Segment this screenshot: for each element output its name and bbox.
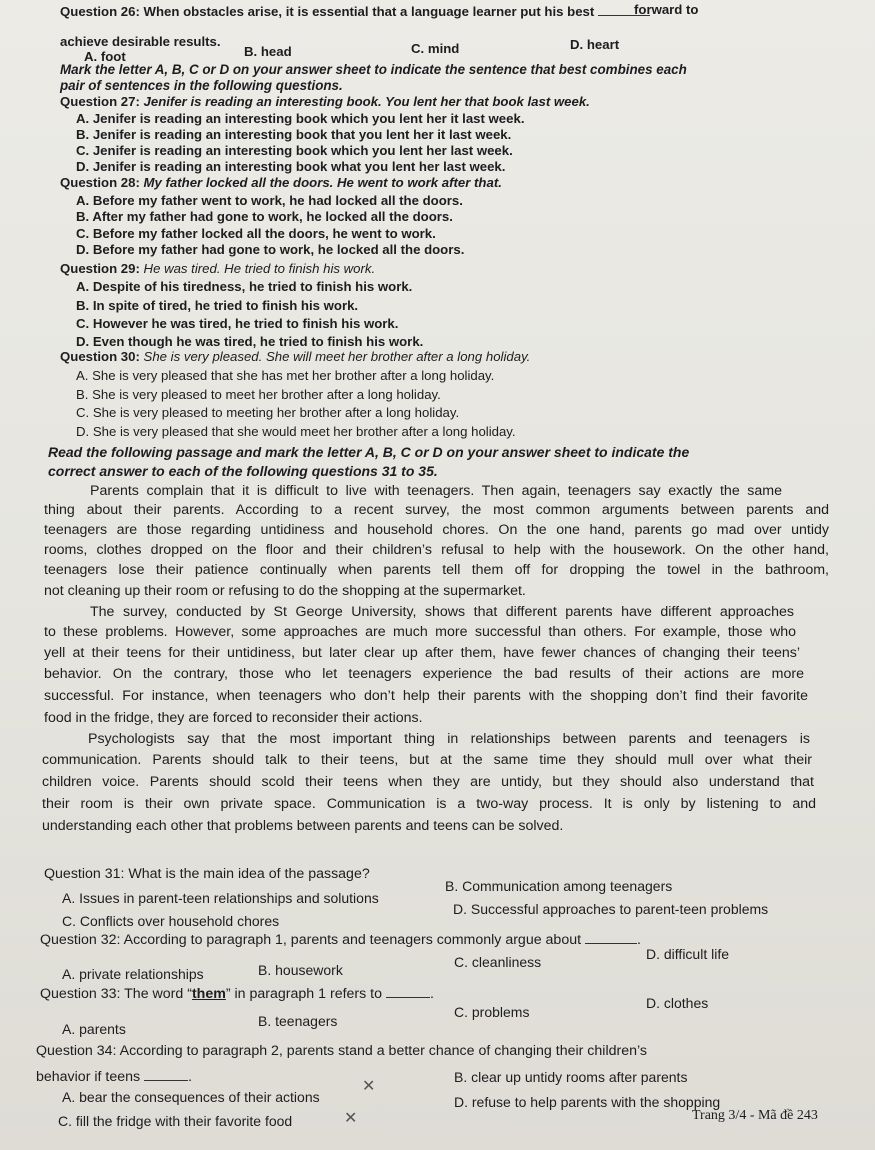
section-instruction-line2: pair of sentences in the following questions. [60, 78, 343, 93]
q26-stem-end: forward to [634, 2, 699, 17]
q32-stem: Question 32: According to paragraph 1, parents and teenagers commonly argue about . [40, 932, 641, 948]
q26-option-d: D. heart [570, 37, 620, 52]
cross-mark-icon: ✕ [362, 1078, 376, 1095]
q28-option-b: B. After my father had gone to work, he locked all the doors. [76, 209, 453, 224]
passage-line: to these problems. However, some approaches are much more successful than others. For example, those who [44, 624, 796, 640]
q29-option-b: B. In spite of tired, he tried to finish his work. [76, 298, 359, 313]
q27-option-b: B. Jenifer is reading an interesting book that you lent her it last week. [76, 127, 512, 142]
answer-blank [386, 986, 430, 998]
q26-stem-text: Question 26: When obstacles arise, it is essential that a language learner put his best [60, 4, 595, 19]
q34-stem2-text: behavior if teens [36, 1069, 141, 1085]
q32-option-a: A. private relationships [62, 966, 204, 982]
page-footer: Trang 3/4 - Mã đề 243 [692, 1108, 818, 1123]
passage-line: successful. For instance, when teenagers who don’t help their parents with the shopping don’t find their favorite [44, 688, 808, 704]
cross-mark-icon: ✕ [344, 1110, 358, 1127]
q34-option-c: C. fill the fridge with their favorite food [58, 1113, 293, 1129]
passage-line: teenagers lose their patience continually when parents tell them off for dropping the towel in the bathroom, [44, 562, 829, 578]
answer-blank [144, 1069, 188, 1081]
q34-stem: Question 34: According to paragraph 2, parents stand a better chance of changing their children’s [36, 1043, 647, 1059]
passage-instruction-line2: correct answer to each of the following questions 31 to 35. [48, 463, 438, 479]
passage-line: thing about their parents. According to a recent survey, the most common arguments between parents and [44, 502, 829, 518]
q31-option-c: C. Conflicts over household chores [62, 913, 280, 929]
q30-stem [60, 349, 530, 365]
q29-option-c: C. However he was tired, he tried to finish his work. [76, 316, 399, 331]
q33-option-a: A. parents [62, 1021, 126, 1037]
q31-stem: Question 31: What is the main idea of the passage? [44, 866, 370, 882]
passage-instruction-line1: Read the following passage and mark the letter A, B, C or D on your answer sheet to indicate the [48, 444, 690, 460]
passage-line: not cleaning up their room or refusing to do the shopping at the supermarket. [44, 583, 526, 599]
q29-option-a: A. Despite of his tiredness, he tried to finish his work. [76, 279, 413, 294]
q29-option-d: D. Even though he was tired, he tried to finish his work. [76, 334, 424, 349]
q29-stem [60, 261, 375, 277]
q34-option-d: D. refuse to help parents with the shopping [454, 1094, 721, 1110]
q28-text: My father locked all the doors. He went to work after that. [143, 175, 502, 190]
q27-stem [60, 94, 590, 110]
q30-option-b: B. She is very pleased to meet her brother after a long holiday. [76, 387, 441, 402]
passage-line: The survey, conducted by St George University, shows that different parents have different approaches [90, 604, 794, 620]
passage-line: their room is their own private space. Communication is a two-way process. It is only by listening to and [42, 796, 816, 812]
q34-stem-cont: behavior if teens . [36, 1069, 193, 1085]
passage-line: Parents complain that it is difficult to live with teenagers. Then again, teenagers say exactly the same [90, 483, 782, 499]
q32-stem-text: Question 32: According to paragraph 1, parents and teenagers commonly argue about [40, 932, 582, 948]
q33-option-d: D. clothes [646, 995, 709, 1011]
passage-line: behavior. On the contrary, those who let teenagers experience the bad results of their actions are more [44, 666, 804, 682]
q30-option-d: D. She is very pleased that she would meet her brother after a long holiday. [76, 424, 516, 439]
q31-option-b: B. Communication among teenagers [445, 878, 673, 894]
q33-option-c: C. problems [454, 1004, 530, 1020]
q29-label: Question 29: [60, 261, 140, 276]
q27-option-c: C. Jenifer is reading an interesting book which you lent her last week. [76, 143, 513, 158]
passage-line: understanding each other that problems between parents and teens can be solved. [42, 818, 564, 834]
q33-stem-text-end: ” in paragraph 1 refers to [225, 986, 383, 1002]
q26-stem-cont: achieve desirable results. [60, 34, 221, 49]
passage-line: communication. Parents should talk to their teens, but at the same time they should mull over what their [42, 752, 812, 768]
q34-option-b: B. clear up untidy rooms after parents [454, 1069, 688, 1085]
q30-text: She is very pleased. She will meet her brother after a long holiday. [143, 349, 531, 364]
q30-option-a: A. She is very pleased that she has met her brother after a long holiday. [76, 368, 495, 383]
q28-option-a: A. Before my father went to work, he had locked all the doors. [76, 193, 463, 208]
q26-option-a: A. foot [84, 49, 126, 64]
q27-option-a: A. Jenifer is reading an interesting book which you lent her it last week. [76, 111, 525, 126]
q30-option-c: C. She is very pleased to meeting her brother after a long holiday. [76, 405, 460, 420]
q27-label: Question 27: [60, 94, 140, 109]
q28-option-d: D. Before my father had gone to work, he locked all the doors. [76, 242, 465, 257]
q31-option-d: D. Successful approaches to parent-teen problems [453, 901, 769, 917]
q28-label: Question 28: [60, 175, 140, 190]
passage-line: teenagers are those regarding untidiness and household chores. On the one hand, parents go mad over untidy [44, 522, 829, 538]
passage-line: Psychologists say that the most important thing in relationships between parents and teenagers is [88, 731, 810, 747]
passage-line: yell at their teens for their untidiness, but later clear up after them, have fewer chances of changing their teens’ [44, 645, 800, 661]
answer-blank [585, 932, 637, 944]
q28-stem [60, 175, 502, 191]
q34-option-a: A. bear the consequences of their actions [62, 1089, 320, 1105]
q33-stem: Question 33: The word “them” in paragraph 1 refers to . [40, 986, 434, 1002]
q32-option-c: C. cleanliness [454, 954, 542, 970]
q27-option-d: D. Jenifer is reading an interesting book what you lent her last week. [76, 159, 506, 174]
q33-stem-text: Question 33: The word “ [40, 986, 192, 1002]
q28-option-c: C. Before my father locked all the doors, he went to work. [76, 226, 436, 241]
q26-stem [60, 4, 650, 20]
q26-option-c: C. mind [411, 41, 460, 56]
passage-line: children voice. Parents should scold their teens when they are untidy, but they should also understand that [42, 774, 814, 790]
q33-option-b: B. teenagers [258, 1013, 338, 1029]
passage-line: rooms, clothes dropped on the floor and their children’s refusal to help with the housework. On the other hand, [44, 542, 829, 558]
section-instruction-line1: Mark the letter A, B, C or D on your answer sheet to indicate the sentence that best combines each [60, 62, 687, 77]
q33-word: them [191, 986, 226, 1002]
q26-option-b: B. head [244, 44, 292, 59]
passage-line: food in the fridge, they are forced to reconsider their actions. [44, 710, 423, 726]
q29-text: He was tired. He tried to finish his work. [143, 261, 376, 276]
q32-option-d: D. difficult life [646, 946, 729, 962]
q27-text: Jenifer is reading an interesting book. You lent her that book last week. [143, 94, 590, 109]
q32-option-b: B. housework [258, 962, 343, 978]
q31-option-a: A. Issues in parent-teen relationships and solutions [62, 890, 379, 906]
q30-label: Question 30: [60, 349, 140, 364]
